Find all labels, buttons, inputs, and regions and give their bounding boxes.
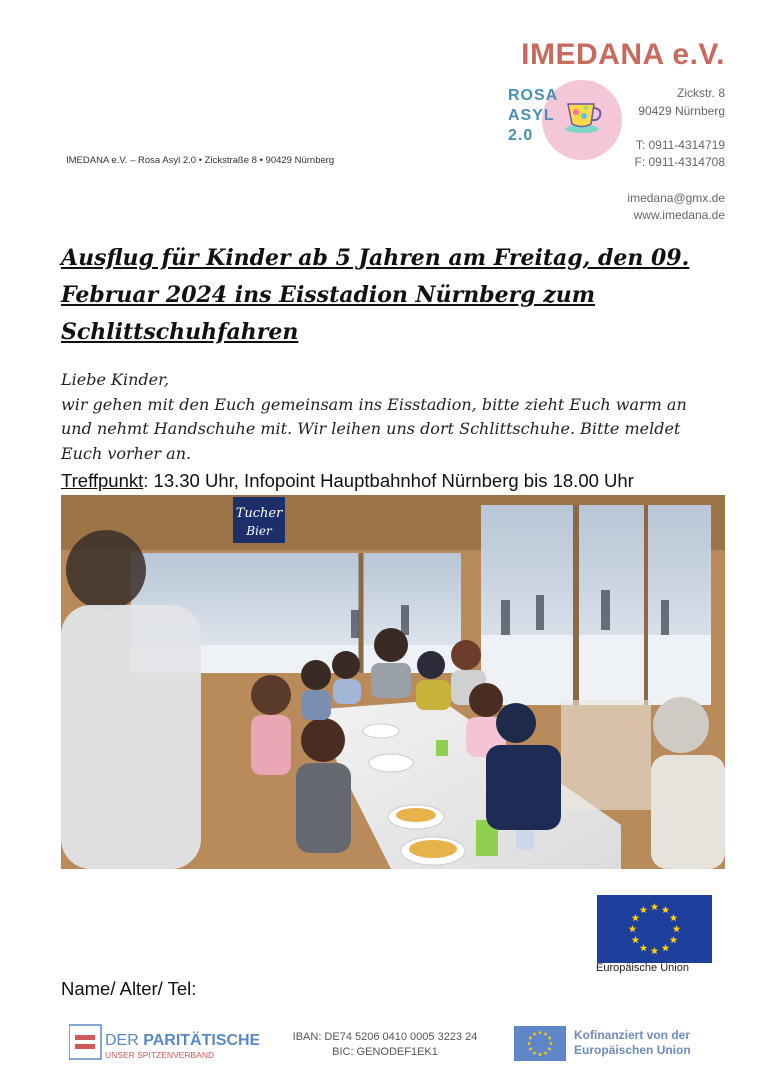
eu-star-icon (549, 1041, 553, 1045)
bic: BIC: GENODEF1EK1 (332, 1046, 438, 1058)
eu-star-icon (640, 906, 648, 913)
eu-star-icon (547, 1047, 551, 1051)
meeting-label: Treffpunkt (61, 470, 144, 491)
paritaetische-logo (69, 1023, 259, 1063)
eu-star-icon (528, 1036, 532, 1040)
eu-star-icon (640, 944, 648, 951)
teacup-icon (562, 98, 604, 140)
fax-number: F: 0911-4314708 (634, 155, 725, 169)
eu-star-icon (547, 1036, 551, 1040)
eu-flag (597, 895, 712, 963)
eu-star-icon (651, 903, 659, 910)
greeting: Liebe Kinder, (61, 370, 170, 389)
svg-text:DER PARITÄTISCHE (105, 1031, 259, 1049)
letter-body (61, 368, 721, 466)
eu-star-icon (662, 944, 670, 951)
body-paragraph: wir gehen mit den Euch gemeinsam ins Eisstadion, bitte zieht Euch warm an und nehmt Handschuhe mit. Wir leihen uns dort Schlittschuhe. Bitte meldet Euch vorher an. (61, 394, 687, 463)
photo-children-ice-rink (61, 495, 725, 869)
email-address: imedana@gmx.de (627, 191, 725, 205)
eu-star-icon (670, 936, 678, 943)
parity-name-a: DER (105, 1032, 144, 1049)
eu-caption: Europäische Union (596, 962, 689, 974)
eu-cofund-line2: Europäischen Union (574, 1043, 691, 1057)
logo-text-line1: ROSA (508, 87, 559, 104)
eu-star-icon (632, 914, 640, 921)
eu-star-icon (632, 936, 640, 943)
eu-cofund-text (574, 1028, 691, 1058)
phone-number: T: 0911-4314719 (635, 138, 725, 152)
tucher-sign-sub: Bier (246, 524, 272, 538)
eu-star-icon (538, 1052, 542, 1056)
eu-star-icon (673, 925, 681, 932)
logo-text (508, 86, 558, 146)
eu-star-icon (538, 1030, 542, 1034)
form-label: Name/ Alter/ Tel: (61, 978, 197, 999)
parity-name-b: PARITÄTISCHE (143, 1032, 259, 1049)
sender-address-line: IMEDANA e.V. – Rosa Asyl 2.0 • Zickstraße 8 • 90429 Nürnberg (66, 155, 335, 166)
eu-star-icon (532, 1032, 536, 1036)
eu-cofund-line1: Kofinanziert von der (574, 1028, 691, 1042)
organization-name: IMEDANA e.V. (521, 38, 725, 71)
address-city: 90429 Nürnberg (638, 104, 725, 118)
address-street: Zickstr. 8 (676, 86, 725, 100)
tucher-sign-brand: Tucher (235, 506, 283, 521)
eu-small-flag (514, 1026, 566, 1061)
meeting-text: : 13.30 Uhr, Infopoint Hauptbahnhof Nürnberg bis 18.00 Uhr (143, 470, 634, 491)
meeting-point (61, 470, 634, 492)
eu-star-icon (670, 914, 678, 921)
logo-text-line3: 2.0 (508, 127, 534, 144)
eu-star-icon (662, 906, 670, 913)
eu-star-icon (543, 1032, 547, 1036)
website-url: www.imedana.de (633, 208, 725, 222)
iban: IBAN: DE74 5206 0410 0005 3223 24 (292, 1031, 478, 1043)
eu-star-icon (629, 925, 637, 932)
parity-subtitle: UNSER SPITZENVERBAND (105, 1050, 215, 1060)
eu-star-icon (651, 947, 659, 954)
eu-star-icon (532, 1051, 536, 1055)
logo-text-line2: ASYL (508, 107, 555, 124)
letter-title: Ausflug für Kinder ab 5 Jahren am Freitag, den 09. Februar 2024 ins Eisstadion Nürnberg zum Schlittschuhfahren (61, 245, 690, 345)
eu-star-icon (543, 1051, 547, 1055)
bank-details (280, 1030, 490, 1060)
eu-star-icon (528, 1047, 532, 1051)
rosa-asyl-logo (508, 80, 623, 162)
eu-star-icon (527, 1041, 531, 1045)
